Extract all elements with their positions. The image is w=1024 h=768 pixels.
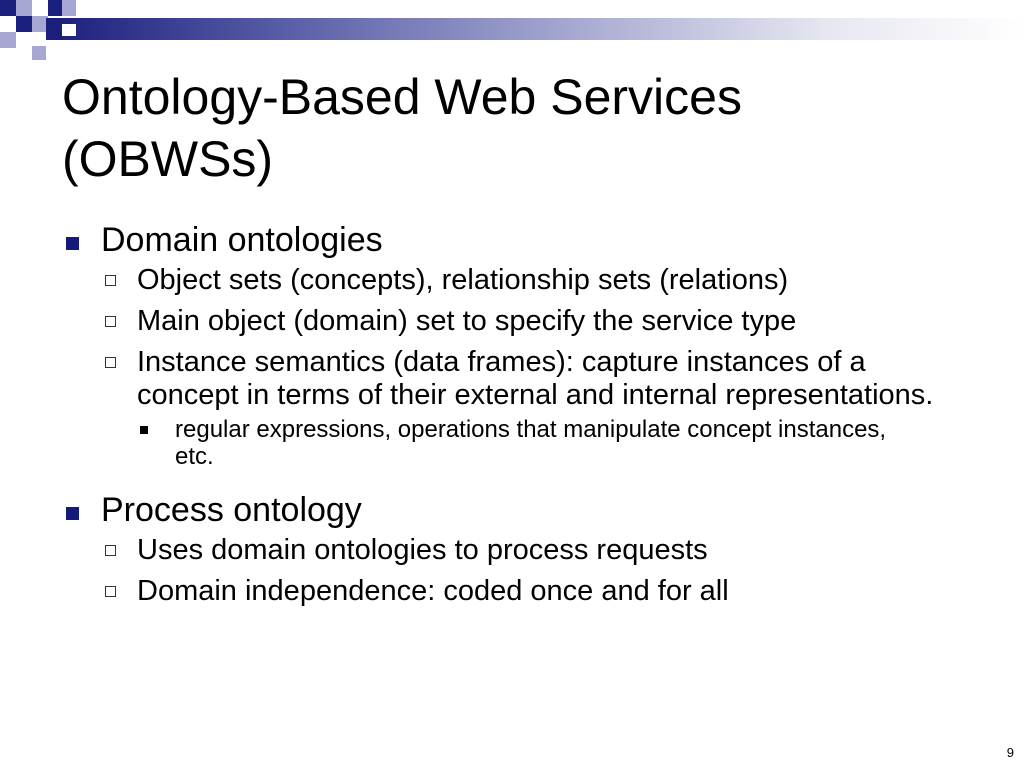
hollow-square-bullet-icon: [105, 586, 116, 597]
bullet-level2: [62, 305, 962, 338]
decor-square: [16, 16, 32, 32]
bullet-text: regular expressions, operations that manipulate concept instances, etc.: [175, 416, 887, 470]
decor-square: [0, 32, 16, 48]
slide-title-line: Ontology-Based Web Services: [62, 69, 742, 125]
hollow-square-bullet-icon: [105, 357, 116, 368]
decor-square: [46, 18, 62, 40]
square-bullet-icon: [66, 237, 79, 250]
slide-body: [62, 220, 962, 616]
page-number: 9: [1006, 745, 1014, 760]
bullet-text: Process ontology: [101, 491, 362, 529]
bullet-text: Main object (domain) set to specify the service type: [137, 305, 797, 337]
slide-title: [62, 66, 982, 190]
decor-square: [48, 0, 62, 16]
square-bullet-icon: [66, 507, 79, 520]
bullet-level3: [62, 416, 895, 470]
decor-square: [0, 0, 16, 16]
decor-square: [32, 46, 46, 60]
small-square-bullet-icon: [140, 426, 148, 434]
bullet-level1: [62, 490, 962, 530]
decor-square: [62, 24, 76, 36]
decor-square: [16, 0, 32, 16]
bullet-text: Domain independence: coded once and for all: [137, 575, 729, 607]
bullet-level2: [62, 575, 962, 608]
bullet-text: Uses domain ontologies to process requests: [137, 534, 708, 566]
hollow-square-bullet-icon: [105, 275, 116, 286]
bullet-text: Instance semantics (data frames): capture instances of a concept in terms of their external and internal representations.: [137, 346, 934, 411]
slide-title-line: (OBWSs): [62, 131, 274, 187]
header-bar: [46, 18, 1024, 40]
bullet-level2: [62, 346, 962, 412]
decor-square: [62, 0, 76, 16]
bullet-text: Object sets (concepts), relationship sets (relations): [137, 264, 789, 296]
hollow-square-bullet-icon: [105, 545, 116, 556]
sub-bullet-list: [62, 264, 962, 470]
sub-bullet-list: [62, 534, 962, 608]
bullet-level1: [62, 220, 962, 260]
bullet-level2: [62, 534, 962, 567]
bullet-level2: [62, 264, 962, 297]
hollow-square-bullet-icon: [105, 316, 116, 327]
bullet-text: Domain ontologies: [101, 221, 383, 259]
